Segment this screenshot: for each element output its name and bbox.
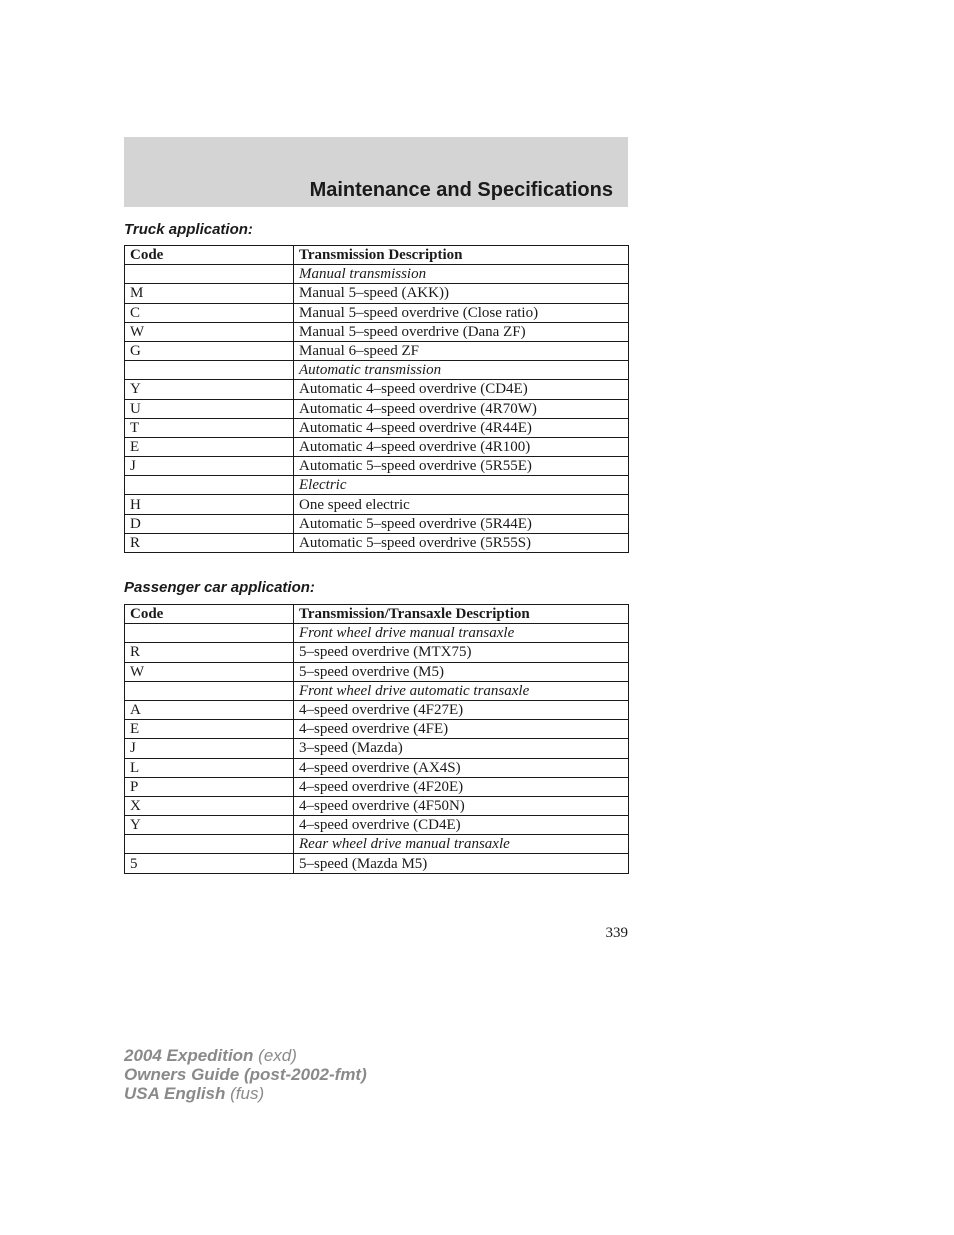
code-cell: P [125,777,294,796]
document-footer [124,1046,367,1103]
footer-line-3 [124,1084,367,1103]
description-cell: 3–speed (Mazda) [294,739,629,758]
code-cell: Y [125,380,294,399]
footer-language: USA English [124,1084,226,1103]
table-row [125,720,629,739]
table-subheading-row [125,681,629,700]
code-cell: U [125,399,294,418]
table-subheading-row [125,361,629,380]
code-cell: X [125,796,294,815]
footer-vehicle: 2004 Expedition [124,1046,254,1065]
table-header-row [125,605,629,624]
table-header-row [125,246,629,265]
footer-line-2 [124,1065,367,1084]
table-subheading-row [125,835,629,854]
table-row [125,418,629,437]
description-cell: Automatic 4–speed overdrive (4R70W) [294,399,629,418]
footer-guide: Owners Guide (post-2002-fmt) [124,1065,367,1084]
table-row [125,777,629,796]
code-column-header: Code [125,605,294,624]
table-row [125,854,629,873]
description-cell: Automatic 5–speed overdrive (5R55E) [294,457,629,476]
code-cell: E [125,437,294,456]
table-row [125,758,629,777]
table-row [125,514,629,533]
code-column-header: Code [125,246,294,265]
table-row [125,341,629,360]
code-cell: W [125,322,294,341]
code-cell: 5 [125,854,294,873]
code-cell: E [125,720,294,739]
code-cell: A [125,700,294,719]
description-column-header: Transmission Description [294,246,629,265]
code-cell: J [125,457,294,476]
description-cell: Automatic 4–speed overdrive (CD4E) [294,380,629,399]
code-cell [125,681,294,700]
footer-vehicle-code: (exd) [258,1046,297,1065]
category-cell: Front wheel drive manual transaxle [294,624,629,643]
table-row [125,380,629,399]
description-cell: 4–speed overdrive (4F20E) [294,777,629,796]
passenger-application-heading: Passenger car application: [124,579,315,596]
description-cell: 4–speed overdrive (AX4S) [294,758,629,777]
description-cell: Automatic 5–speed overdrive (5R55S) [294,533,629,552]
description-cell: 5–speed overdrive (M5) [294,662,629,681]
description-cell: Manual 5–speed (AKK)) [294,284,629,303]
description-cell: 4–speed overdrive (4F27E) [294,700,629,719]
code-cell [125,476,294,495]
table-row [125,816,629,835]
code-cell: C [125,303,294,322]
code-cell [125,361,294,380]
table-row [125,457,629,476]
code-cell: Y [125,816,294,835]
description-column-header: Transmission/Transaxle Description [294,605,629,624]
code-cell [125,624,294,643]
code-cell: D [125,514,294,533]
page-number: 339 [605,925,628,941]
table-subheading-row [125,624,629,643]
code-cell [125,835,294,854]
code-cell: M [125,284,294,303]
table-row [125,437,629,456]
table-row [125,796,629,815]
code-cell: L [125,758,294,777]
table-row [125,662,629,681]
truck-table-body [125,265,629,553]
footer-language-code: (fus) [230,1084,265,1103]
category-cell: Electric [294,476,629,495]
description-cell: 5–speed overdrive (MTX75) [294,643,629,662]
description-cell: Automatic 4–speed overdrive (4R44E) [294,418,629,437]
table-subheading-row [125,476,629,495]
table-row [125,643,629,662]
table-row [125,495,629,514]
passenger-transmission-table [124,604,629,874]
section-header-band [124,137,628,207]
table-row [125,739,629,758]
passenger-table-body [125,624,629,873]
description-cell: 4–speed overdrive (4F50N) [294,796,629,815]
table-row [125,700,629,719]
table-row [125,284,629,303]
section-title: Maintenance and Specifications [309,179,613,201]
truck-application-heading: Truck application: [124,221,253,238]
table-row [125,533,629,552]
description-cell: One speed electric [294,495,629,514]
code-cell: R [125,533,294,552]
code-cell: T [125,418,294,437]
category-cell: Rear wheel drive manual transaxle [294,835,629,854]
category-cell: Front wheel drive automatic transaxle [294,681,629,700]
code-cell: G [125,341,294,360]
code-cell [125,265,294,284]
code-cell: W [125,662,294,681]
description-cell: Automatic 5–speed overdrive (5R44E) [294,514,629,533]
code-cell: J [125,739,294,758]
code-cell: H [125,495,294,514]
footer-line-1 [124,1046,367,1065]
table-subheading-row [125,265,629,284]
description-cell: 4–speed overdrive (4FE) [294,720,629,739]
description-cell: 4–speed overdrive (CD4E) [294,816,629,835]
code-cell: R [125,643,294,662]
table-row [125,399,629,418]
description-cell: Manual 6–speed ZF [294,341,629,360]
description-cell: Manual 5–speed overdrive (Close ratio) [294,303,629,322]
category-cell: Automatic transmission [294,361,629,380]
table-row [125,322,629,341]
table-row [125,303,629,322]
category-cell: Manual transmission [294,265,629,284]
truck-transmission-table [124,245,629,553]
description-cell: Manual 5–speed overdrive (Dana ZF) [294,322,629,341]
description-cell: Automatic 4–speed overdrive (4R100) [294,437,629,456]
description-cell: 5–speed (Mazda M5) [294,854,629,873]
